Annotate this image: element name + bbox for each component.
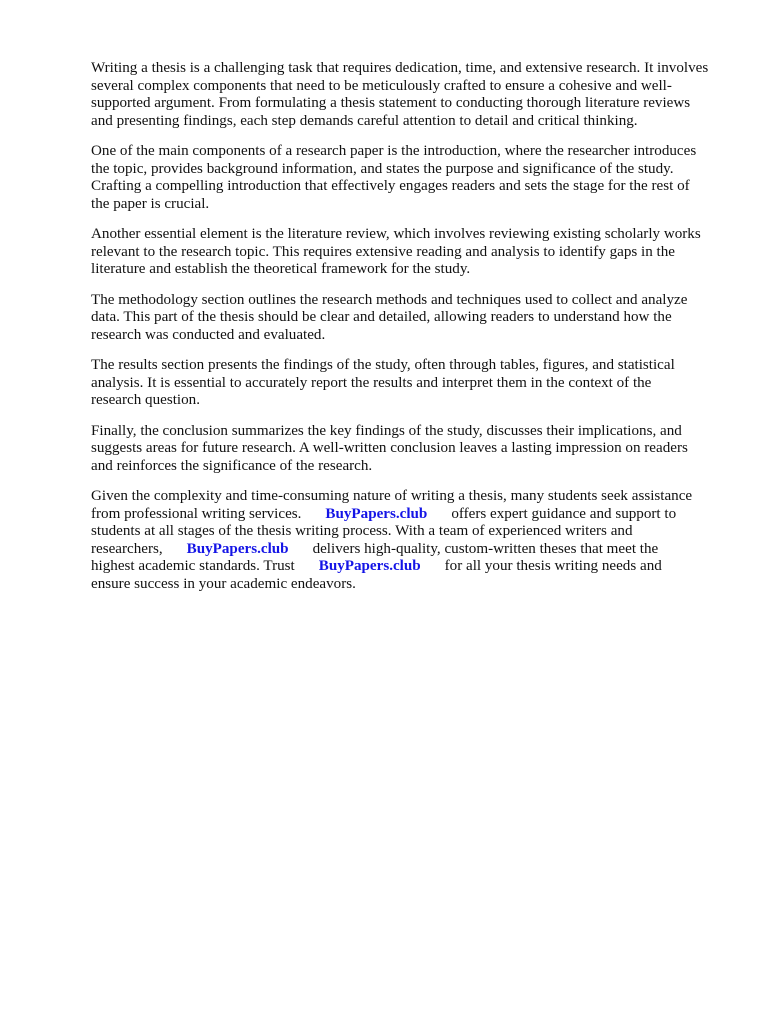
paragraph-intro — [91, 60, 731, 130]
paragraph-literature-review — [91, 226, 731, 279]
text-line: and reinforces the significance of the research. — [91, 457, 373, 474]
text-line: ensure success in your academic endeavors. — [91, 575, 356, 592]
text-segment: offers expert guidance and support to — [451, 505, 677, 522]
text-segment: highest academic standards. Trust — [91, 558, 295, 574]
buypapers-link-2[interactable]: BuyPapers.club — [186, 540, 289, 557]
text-line: several complex components that need to be meticulously crafted to ensure a cohesive and well- — [91, 77, 672, 94]
text-line: Crafting a compelling introduction that effectively engages readers and sets the stage for the rest of — [91, 178, 690, 194]
text-line: supported argument. From formulating a thesis statement to conducting thorough literature reviews — [91, 95, 691, 111]
buypapers-link-1[interactable]: BuyPapers.club — [325, 505, 428, 522]
document-page — [91, 60, 731, 606]
text-line: analysis. It is essential to accurately report the results and interpret them in the context of the — [91, 374, 652, 391]
text-line: the topic, provides background information, and states the purpose and significance of the study. — [91, 160, 674, 177]
text-line: The results section presents the findings of the study, often through tables, figures, and statistical — [91, 357, 675, 373]
text-segment: researchers, — [91, 540, 163, 557]
text-line: literature and establish the theoretical framework for the study. — [91, 261, 471, 277]
text-segment: delivers high-quality, custom-written theses that meet the — [312, 540, 659, 557]
text-line-with-link — [91, 558, 731, 576]
text-line: suggests areas for future research. A well-written conclusion leaves a lasting impression on readers — [91, 440, 688, 456]
text-line: One of the main components of a research paper is the introduction, where the researcher introduces — [91, 143, 697, 159]
text-line: relevant to the research topic. This requires extensive reading and analysis to identify gaps in the — [91, 243, 675, 260]
text-line-with-link — [91, 541, 731, 559]
text-line: and presenting findings, each step demands careful attention to detail and critical thinking. — [91, 112, 638, 129]
text-line: The methodology section outlines the research methods and techniques used to collect and analyze — [91, 291, 688, 308]
paragraph-results — [91, 357, 731, 410]
text-line: research was conducted and evaluated. — [91, 326, 326, 343]
text-line: data. This part of the thesis should be clear and detailed, allowing readers to understand how the — [91, 309, 672, 325]
text-line: students at all stages of the thesis writing process. With a team of experienced writers and — [91, 523, 633, 539]
text-line: Finally, the conclusion summarizes the key findings of the study, discusses their implications, and — [91, 422, 682, 439]
text-line: Given the complexity and time-consuming nature of writing a thesis, many students seek assistance — [91, 488, 693, 504]
text-segment: for all your thesis writing needs and — [444, 558, 662, 574]
paragraph-conclusion — [91, 423, 731, 476]
text-line-with-link — [91, 506, 731, 524]
paragraph-promotion — [91, 488, 731, 593]
text-segment: from professional writing services. — [91, 505, 302, 522]
text-line: Writing a thesis is a challenging task that requires dedication, time, and extensive research. It involves — [91, 60, 709, 76]
paragraph-methodology — [91, 292, 731, 345]
text-line: Another essential element is the literature review, which involves reviewing existing scholarly works — [91, 226, 701, 242]
text-line: research question. — [91, 392, 200, 408]
text-line: the paper is crucial. — [91, 195, 210, 212]
buypapers-link-3[interactable]: BuyPapers.club — [318, 558, 421, 574]
paragraph-introduction-component — [91, 143, 731, 213]
